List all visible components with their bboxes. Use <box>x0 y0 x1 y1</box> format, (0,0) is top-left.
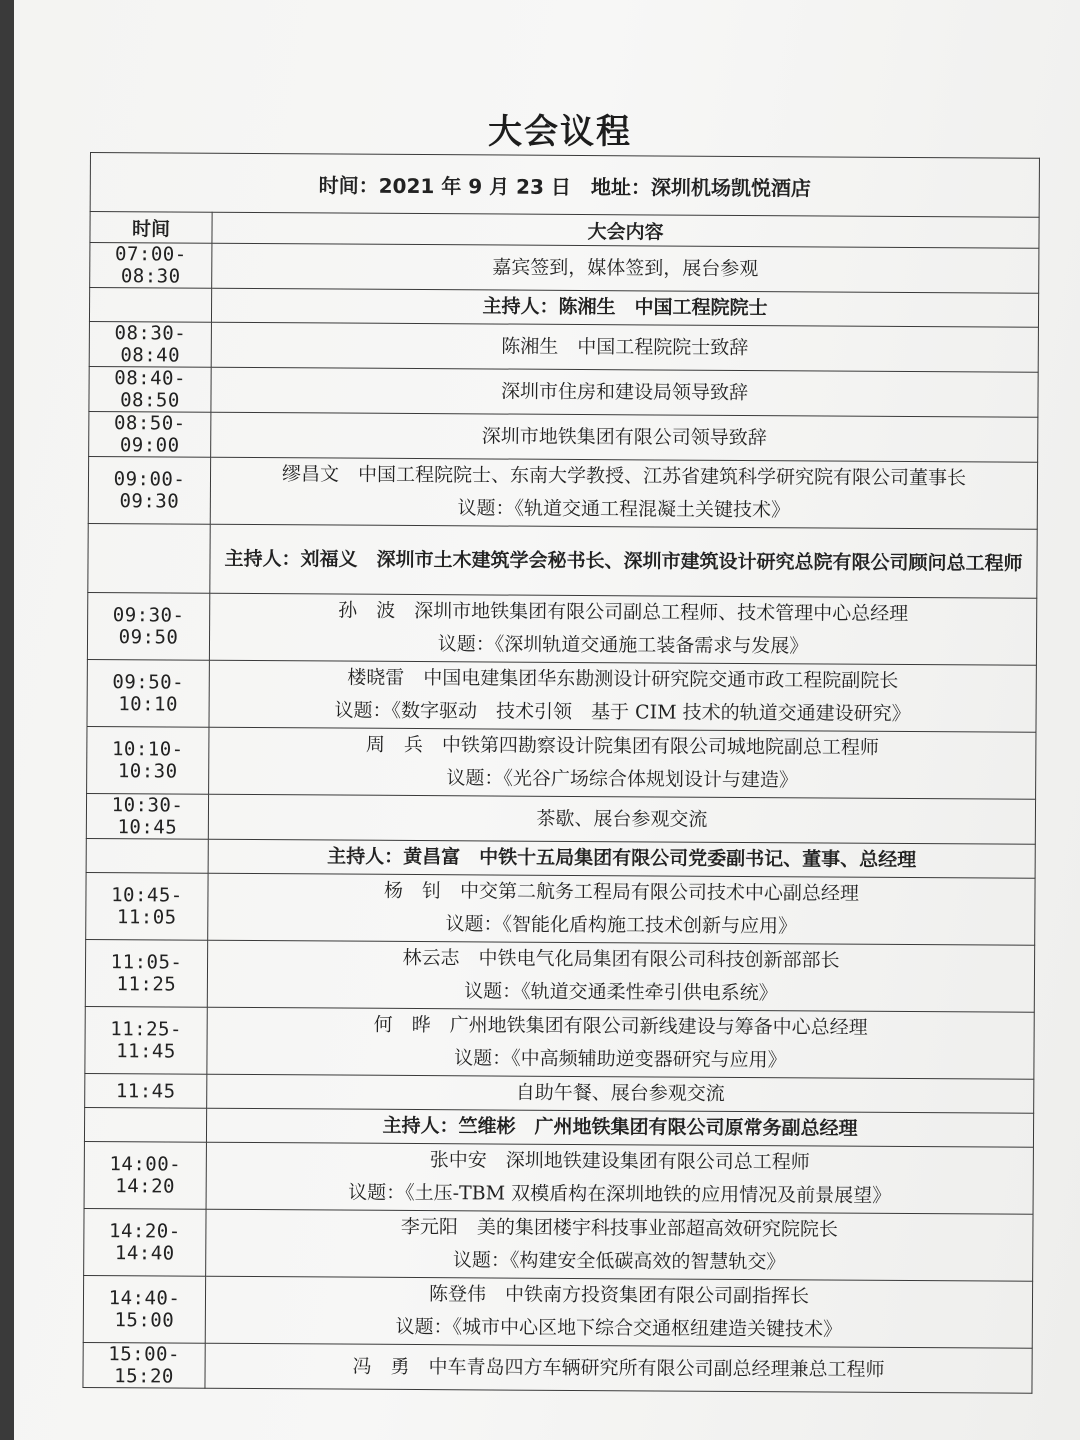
banner-cell: 时间：2021 年 9 月 23 日 地址：深圳机场凯悦酒店 <box>90 153 1039 218</box>
content-line: 茶歇、展台参观交流 <box>536 807 708 831</box>
content-line: 自助午餐、展台参观交流 <box>515 1081 725 1105</box>
content-cell <box>209 593 1036 665</box>
table-row <box>88 456 1037 529</box>
time-cell: 10:45-11:05 <box>86 872 208 940</box>
content-line: 主持人：竺维彬 广州地铁集团有限公司原常务副总经理 <box>382 1114 858 1140</box>
content-line: 嘉宾签到，媒体签到，展台参观 <box>492 255 759 280</box>
content-cell <box>205 1276 1032 1348</box>
topic-line: 议题：《中高频辅助逆变器研究与应用》 <box>454 1047 787 1072</box>
date-location-banner <box>90 153 1039 218</box>
content-line: 杨 钊 中交第二航务工程局有限公司技术中心副总经理 <box>383 879 860 905</box>
content-cell <box>206 1108 1033 1147</box>
topic-line: 议题：《土压-TBM 双模盾构在深圳地铁的应用情况及前景展望》 <box>348 1181 892 1207</box>
table-row <box>84 1208 1033 1281</box>
topic-line: 议题：《轨道交通柔性牵引供电系统》 <box>464 980 778 1005</box>
host-row <box>89 288 1038 328</box>
time-cell: 10:30-10:45 <box>86 793 208 839</box>
time-cell: 14:00-14:20 <box>84 1141 206 1209</box>
content-line: 何 晔 广州地铁集团有限公司新线建设与筹备中心总经理 <box>373 1013 868 1039</box>
content-cell <box>207 940 1034 1012</box>
time-cell: 15:00-15:20 <box>83 1342 205 1388</box>
table-row <box>85 939 1034 1012</box>
content-cell <box>211 288 1038 327</box>
time-cell <box>89 288 211 323</box>
time-cell <box>88 523 210 593</box>
topic-line: 议题：《轨道交通工程混凝土关键技术》 <box>457 497 791 522</box>
table-row <box>83 1275 1032 1348</box>
content-cell <box>212 243 1039 293</box>
time-cell: 11:45 <box>85 1073 207 1108</box>
content-cell <box>207 1074 1034 1113</box>
time-cell: 08:40-08:50 <box>89 366 211 412</box>
time-cell: 07:00-08:30 <box>90 243 212 289</box>
table-row <box>84 1141 1033 1214</box>
time-cell: 08:30-08:40 <box>89 321 211 367</box>
content-cell <box>211 367 1038 417</box>
content-cell <box>209 727 1036 799</box>
topic-line: 议题：《深圳轨道交通施工装备需求与发展》 <box>437 633 809 658</box>
table-row <box>85 1006 1034 1079</box>
table-row <box>89 321 1038 372</box>
host-row <box>86 838 1035 878</box>
content-line: 主持人：刘福义 深圳市土木建筑学会秘书长、深圳市建筑设计研究总院有限公司顾问总工程师 <box>224 547 1023 575</box>
table-row <box>85 1073 1034 1113</box>
header-time: 时间 <box>90 212 212 244</box>
content-cell <box>210 457 1037 529</box>
content-line: 主持人：陈湘生 中国工程院院士 <box>482 295 768 320</box>
content-line: 陈登伟 中铁南方投资集团有限公司副指挥长 <box>428 1283 810 1308</box>
content-cell <box>208 873 1035 945</box>
table-row <box>87 726 1036 799</box>
content-line: 李元阳 美的集团楼宇科技事业部超高效研究院院长 <box>400 1215 838 1241</box>
host-row <box>84 1107 1033 1147</box>
content-cell <box>210 524 1037 598</box>
topic-line: 议题：《构建安全低碳高效的智慧轨交》 <box>452 1249 786 1274</box>
content-cell <box>211 322 1038 372</box>
content-line: 楼晓雷 中国电建集团华东勘测设计研究院交通市政工程院副院长 <box>347 666 899 692</box>
content-line: 缪昌文 中国工程院院士、东南大学教授、江苏省建筑科学研究院有限公司董事长 <box>281 463 967 490</box>
content-line: 深圳市地铁集团有限公司领导致辞 <box>481 424 767 449</box>
topic-line: 议题：《智能化盾构施工技术创新与应用》 <box>445 913 798 938</box>
time-cell: 10:10-10:30 <box>87 726 209 794</box>
topic-line: 议题：《光谷广场综合体规划设计与建造》 <box>446 767 798 792</box>
content-line: 周 兵 中铁第四勘察设计院集团有限公司城地院副总工程师 <box>365 733 879 759</box>
table-row <box>89 366 1038 417</box>
topic-line: 议题：《数字驱动 技术引领 基于 CIM 技术的轨道交通建设研究》 <box>334 699 911 726</box>
table-row <box>89 411 1038 462</box>
table-row <box>87 659 1036 732</box>
table-row <box>86 793 1035 844</box>
content-cell <box>206 1142 1033 1214</box>
content-cell <box>209 660 1036 732</box>
time-cell: 08:50-09:00 <box>89 411 211 457</box>
content-cell <box>205 1343 1032 1393</box>
content-line: 深圳市住房和建设局领导致辞 <box>500 380 749 404</box>
time-cell: 09:00-09:30 <box>88 456 210 524</box>
content-line: 主持人：黄昌富 中铁十五局集团有限公司党委副书记、董事、总经理 <box>327 845 917 872</box>
table-row <box>87 592 1036 665</box>
content-line: 陈湘生 中国工程院院士致辞 <box>501 335 749 359</box>
content-line: 张中安 深圳地铁建设集团有限公司总工程师 <box>429 1149 810 1174</box>
time-cell: 09:50-10:10 <box>87 659 209 727</box>
time-cell <box>86 838 208 873</box>
content-cell <box>208 794 1035 844</box>
content-line: 林云志 中铁电气化局集团有限公司科技创新部部长 <box>402 946 840 972</box>
table-row <box>86 872 1035 945</box>
header-content: 大会内容 <box>212 212 1039 248</box>
page-title: 大会议程 <box>488 112 632 152</box>
time-cell: 11:25-11:45 <box>85 1006 207 1074</box>
topic-line: 议题：《城市中心区地下综合交通枢纽建造关键技术》 <box>395 1315 843 1341</box>
content-line: 孙 波 深圳市地铁集团有限公司副总工程师、技术管理中心总经理 <box>338 599 909 626</box>
content-cell <box>207 1007 1034 1079</box>
content-line: 冯 勇 中车青岛四方车辆研究所有限公司副总经理兼总工程师 <box>352 1355 885 1381</box>
content-cell <box>211 412 1038 462</box>
time-cell: 09:30-09:50 <box>87 592 209 660</box>
content-cell <box>206 1209 1033 1281</box>
content-cell <box>208 839 1035 878</box>
host-row <box>88 523 1037 598</box>
time-cell: 14:20-14:40 <box>84 1208 206 1276</box>
table-row <box>83 1342 1032 1393</box>
time-cell: 11:05-11:25 <box>85 939 207 1007</box>
time-cell: 14:40-15:00 <box>83 1275 205 1343</box>
table-row <box>90 243 1039 294</box>
time-cell <box>84 1107 206 1142</box>
agenda-table <box>82 152 1040 1394</box>
